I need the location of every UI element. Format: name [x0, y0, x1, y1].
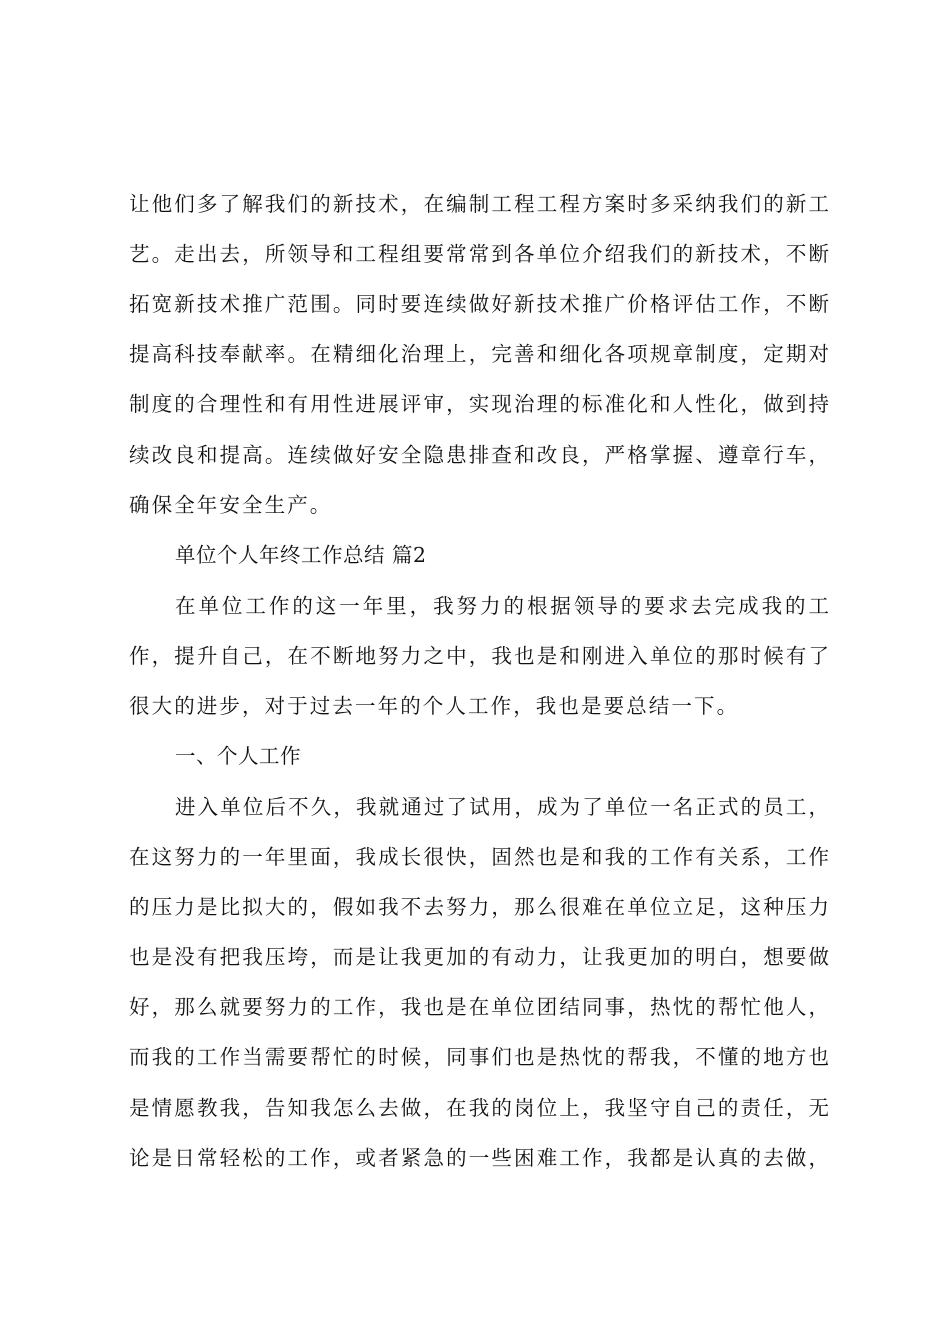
- paragraph-line: 很大的进步，对于过去一年的个人工作，我也是要总结一下。: [129, 694, 740, 718]
- paragraph-line: 好，那么就要努力的工作，我也是在单位团结同事，热忱的帮忙他人，: [129, 995, 829, 1019]
- paragraph-line: 在单位工作的这一年里，我努力的根据领导的要求去完成我的工: [175, 594, 829, 618]
- paragraph-line: 续改良和提高。连续做好安全隐患排查和改良，严格掌握、遵章行车，: [129, 443, 829, 467]
- paragraph-line: 提高科技奉献率。在精细化治理上，完善和细化各项规章制度，定期对: [129, 342, 829, 366]
- paragraph-line: 论是日常轻松的工作，或者紧急的一些困难工作，我都是认真的去做，: [129, 1146, 829, 1170]
- paragraph-line: 确保全年安全生产。: [129, 493, 333, 517]
- paragraph-line: 制度的合理性和有用性进展评审，实现治理的标准化和人性化，做到持: [129, 392, 829, 416]
- paragraph-line: 作，提升自己，在不断地努力之中，我也是和刚进入单位的那时候有了: [129, 644, 829, 668]
- paragraph-line: 是情愿教我，告知我怎么去做，在我的岗位上，我坚守自己的责任，无: [129, 1096, 829, 1120]
- paragraph-line: 进入单位后不久，我就通过了试用，成为了单位一名正式的员工，: [175, 795, 829, 819]
- paragraph-line: 让他们多了解我们的新技术，在编制工程工程方案时多采纳我们的新工: [129, 192, 829, 216]
- paragraph-line: 艺。走出去，所领导和工程组要常常到各单位介绍我们的新技术，不断: [129, 242, 829, 266]
- paragraph-line: 拓宽新技术推广范围。同时要连续做好新技术推广价格评估工作，不断: [129, 292, 829, 316]
- subheading: 一、个人工作: [175, 744, 301, 768]
- paragraph-line: 在这努力的一年里面，我成长很快，固然也是和我的工作有关系，工作: [129, 845, 829, 869]
- paragraph-line: 的压力是比拟大的，假如我不去努力，那么很难在单位立足，这种压力: [129, 895, 829, 919]
- paragraph-line: 也是没有把我压垮，而是让我更加的有动力，让我更加的明白，想要做: [129, 945, 829, 969]
- section-title: 单位个人年终工作总结 篇2: [175, 543, 427, 567]
- paragraph-line: 而我的工作当需要帮忙的时候，同事们也是热忱的帮我，不懂的地方也: [129, 1045, 829, 1069]
